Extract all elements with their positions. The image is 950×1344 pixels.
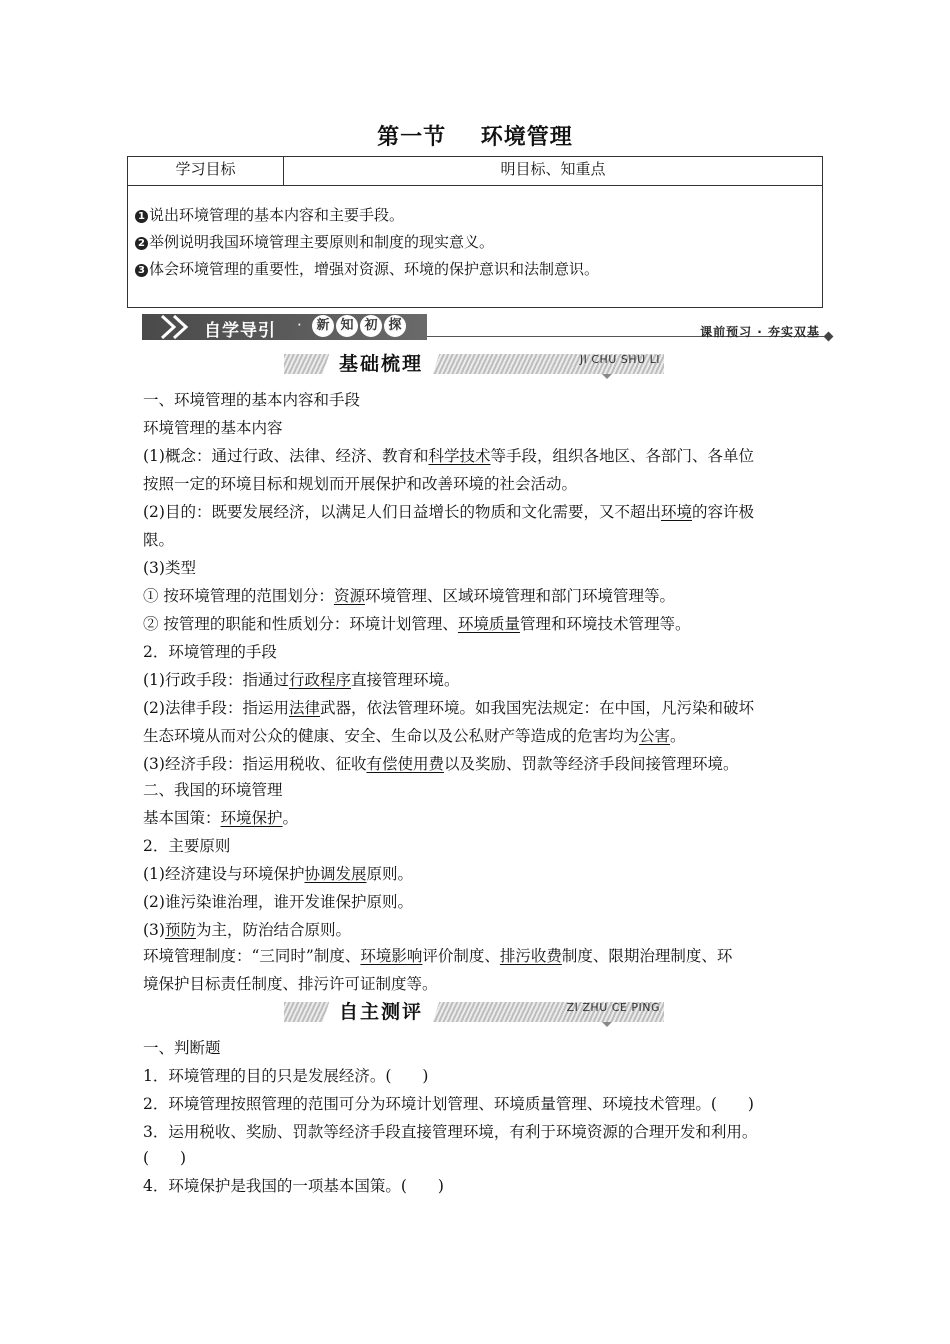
banner-chars [312,315,406,337]
text-line: 2．环境管理的手段 [143,643,277,661]
banner-char: 初 [360,315,382,337]
text-span: (3)经济手段：指运用税收、征收 [143,755,367,773]
banner-char: 探 [384,315,406,337]
banner-char: 知 [336,315,358,337]
goal-item [135,229,822,256]
text-span: 制度、限期治理制度、环 [561,947,733,965]
goals-header-right: 明目标、知重点 [500,160,606,178]
answer-blank: 有偿使用费 [366,755,444,773]
number-badge-icon: 1 [135,210,148,223]
text-line [143,920,351,940]
answer-blank: 预防 [164,921,196,939]
heading-pinyin: JI CHU SHU LI [579,353,660,366]
answer-blank: 环境影响 [360,947,423,965]
goals-table-header [128,157,822,186]
goal-text: 体会环境管理的重要性，增强对资源、环境的保护意识和法制意识。 [149,260,600,278]
answer-blank: 环境保护 [220,809,283,827]
text-span: 管理和环境技术管理等。 [519,615,691,633]
text-line: 2．主要原则 [143,837,231,855]
text-line [143,586,675,606]
text-line [143,946,732,966]
double-chevron-icon [158,314,198,340]
text-span: (2)目的：既要发展经济，以满足人们日益增长的物质和文化需要，又不超出 [143,503,661,521]
answer-blank: 公害 [639,727,671,745]
quiz-question: 3．运用税收、奖励、罚款等经济手段直接管理环境，有利于环境资源的合理开发和利用。 [143,1123,758,1141]
text-span: 。 [670,727,686,745]
text-span: (1)经济建设与环境保护 [143,865,305,883]
quiz-heading: 一、判断题 [143,1039,221,1057]
text-line: 境保护目标责任制度、排污许可证制度等。 [143,975,438,993]
answer-blank: 行政程序 [288,671,351,689]
text-line: 环境管理的基本内容 [143,419,283,437]
section-heading-basics [284,352,664,378]
quiz-question: 1．环境管理的目的只是发展经济。( ) [143,1067,429,1085]
text-span: (1)行政手段：指通过 [143,671,289,689]
text-line: (2)谁污染谁治理，谁开发谁保护原则。 [143,893,413,911]
text-span: 环境管理、区域环境管理和部门环境管理等。 [364,587,675,605]
text-line: (3)类型 [143,559,196,577]
text-line [143,614,690,634]
quiz-answer-blank: ( ) [143,1149,187,1167]
text-span: 评价制度、 [422,947,500,965]
goal-item [135,256,822,283]
text-line: 一、环境管理的基本内容和手段 [143,391,361,409]
text-span: 武器，依法管理环境。如我国宪法规定：在中国，凡污染和破坏 [319,699,754,717]
section-heading-self-test [284,1000,664,1026]
goal-text: 举例说明我国环境管理主要原则和制度的现实意义。 [149,233,495,251]
text-line [143,670,460,690]
answer-blank: 环境 [660,503,692,521]
text-span: 原则。 [366,865,413,883]
heading-pinyin: ZI ZHU CE PING [566,1001,660,1014]
quiz-question: 2．环境管理按照管理的范围可分为环境计划管理、环境质量管理、环境技术管理。( ) [143,1095,754,1113]
text-line: 二、我国的环境管理 [143,781,283,799]
goals-list [128,186,822,283]
number-badge-icon: 3 [135,264,148,277]
text-span: 以及奖励、罚款等经济手段间接管理环境。 [443,755,739,773]
answer-blank: 资源 [333,587,365,605]
text-span: ② 按管理的职能和性质划分：环境计划管理、 [143,615,458,633]
caret-down-icon [602,374,612,379]
text-span: (3) [143,921,165,939]
text-line [143,698,754,718]
text-line [143,726,686,746]
section-banner [142,314,832,344]
goal-item [135,202,822,229]
text-span: 基本国策： [143,809,221,827]
text-span: 等手段，组织各地区、各部门、各单位 [490,447,754,465]
banner-right-text: 课前预习 · 夯实双基 [700,325,820,339]
text-line [143,502,754,522]
quiz-question: 4．环境保护是我国的一项基本国策。( ) [143,1177,444,1195]
text-line: 按照一定的环境目标和规划而开展保护和改善环境的社会活动。 [143,475,578,493]
answer-blank: 科学技术 [428,447,491,465]
learning-goals-table [127,156,823,308]
text-line [143,808,298,828]
heading-label: 自主测评 [338,1001,423,1023]
text-span: (1)概念：通过行政、法律、经济、教育和 [143,447,429,465]
banner-dot: · [297,316,302,334]
text-span: 直接管理环境。 [350,671,460,689]
banner-char: 新 [312,315,334,337]
text-span: 的容许极 [691,503,754,521]
goal-text: 说出环境管理的基本内容和主要手段。 [149,206,405,224]
banner-title: 自学导引 [204,321,276,341]
text-span: 生态环境从而对公众的健康、安全、生命以及公私财产等造成的危害均为 [143,727,640,745]
diamond-icon [824,332,834,342]
text-line [143,864,413,884]
answer-blank: 法律 [288,699,320,717]
answer-blank: 协调发展 [304,865,367,883]
answer-blank: 排污收费 [499,947,562,965]
text-span: 为主，防治结合原则。 [195,921,351,939]
text-span: ① 按环境管理的范围划分： [143,587,334,605]
text-line [143,754,739,774]
text-line: 限。 [143,531,175,549]
answer-blank: 环境质量 [457,615,520,633]
text-line [143,446,754,466]
text-span: 。 [282,809,299,827]
caret-down-icon [602,1022,612,1027]
text-span: (2)法律手段：指运用 [143,699,289,717]
number-badge-icon: 2 [135,237,148,250]
heading-label: 基础梳理 [338,353,423,375]
text-span: 环境管理制度：“三同时”制度、 [143,947,361,965]
goals-header-left: 学习目标 [128,157,284,185]
page-title: 第一节 环境管理 [377,125,573,150]
